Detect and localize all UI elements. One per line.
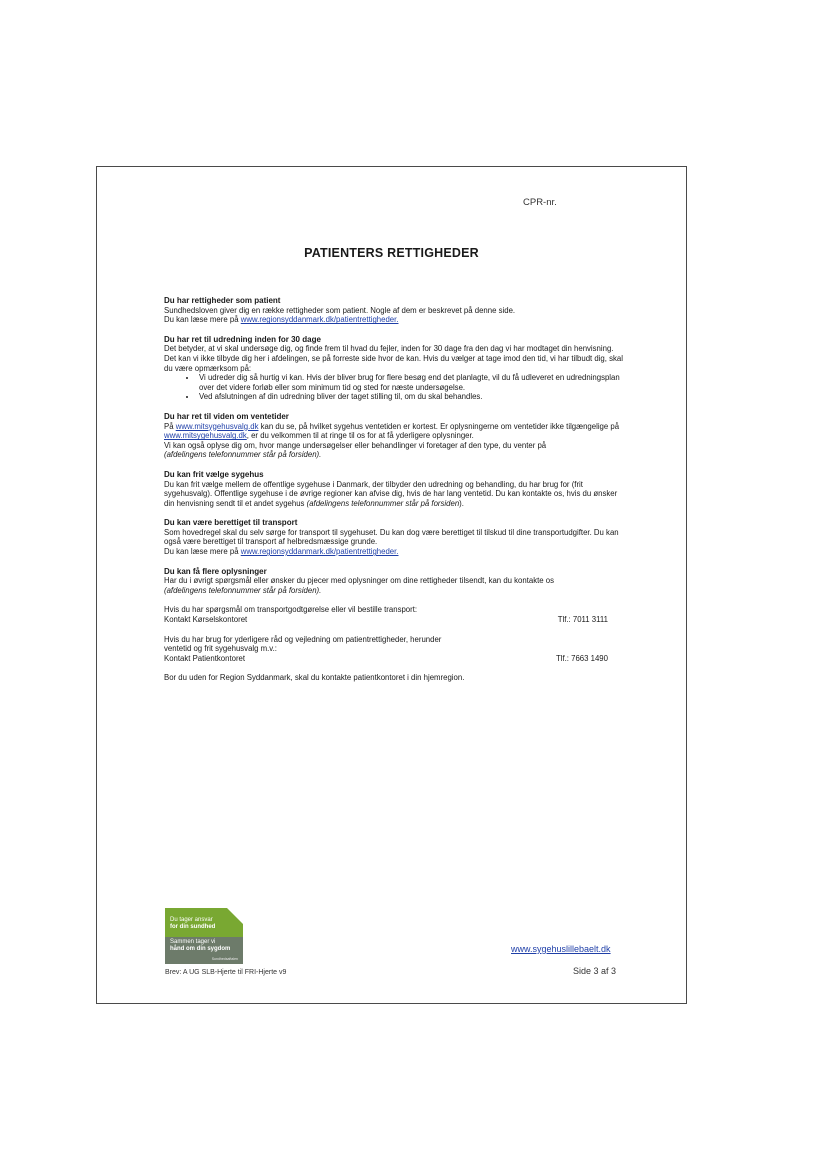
section-text: Har du i øvrigt spørgsmål eller ønsker du pjecer med oplysninger om dine rettigheder tilsendt, kan du kontakte os	[164, 576, 555, 586]
contact-phone: Tlf.: 7011 3111	[557, 615, 608, 625]
contact-transport	[164, 605, 624, 624]
hospital-choice-link[interactable]: www.mitsygehusvalg.dk	[175, 421, 259, 431]
section-waiting-times	[164, 412, 624, 460]
section-text	[164, 586, 624, 596]
contact-row	[164, 654, 624, 664]
contact-patient-office	[164, 635, 624, 664]
hospital-choice-link[interactable]: www.mitsygehusvalg.dk	[164, 431, 247, 441]
section-text: Vi kan også oplyse dig om, hvor mange undersøgelser eller behandlinger vi foretager af den type, du venter på	[164, 440, 547, 450]
italic-note: (afdelingens telefonnummer står på forsiden).	[164, 450, 322, 460]
logo-line: for din sundhed	[170, 923, 216, 930]
section-text	[164, 480, 624, 509]
section-heading: Du har rettigheder som patient	[164, 296, 281, 305]
logo-small-text: Sundhedsaftalen	[211, 957, 238, 961]
section-text	[164, 547, 624, 557]
contact-description: Hvis du har spørgsmål om transportgodtgørelse eller vil bestille transport:	[164, 605, 418, 615]
text-span: , er du velkommen til at ringe til os for at få yderligere oplysninger.	[246, 431, 474, 441]
logo-corner	[227, 908, 243, 924]
website-link[interactable]: www.sygehuslillebaelt.dk	[511, 944, 611, 954]
rights-link[interactable]: www.regionsyddanmark.dk/patientrettigheder.	[240, 315, 399, 325]
section-text: Sundhedsloven giver dig en række rettigheder som patient. Nogle af dem er beskrevet på denne side.	[164, 305, 516, 315]
logo-line: Du tager ansvar	[170, 917, 213, 923]
section-hospital-choice	[164, 470, 624, 508]
contact-outside-region: Bor du uden for Region Syddanmark, skal du kontakte patientkontoret i din hjemregion.	[164, 673, 465, 683]
rights-link[interactable]: www.regionsyddanmark.dk/patientrettigheder.	[240, 547, 399, 557]
text-span: Du kan læse mere på	[164, 547, 241, 557]
section-text	[164, 315, 624, 325]
section-heading: Du kan frit vælge sygehus	[164, 469, 264, 479]
document-page	[96, 166, 687, 1004]
page-title: PATIENTERS RETTIGHEDER	[304, 246, 479, 260]
section-text: Som hovedregel skal du selv sørge for transport til sygehuset. Du kan dog være berettiget til tilskud til dine transportudgifter. Du kan også være berettiget til transport af helbredsmæssige grunde.	[164, 527, 619, 547]
contact-row	[164, 615, 624, 625]
section-text: Det betyder, at vi skal undersøge dig, og finde frem til hvad du fejler, inden for 30 dage fra den dag vi har modtaget din henvisning. Det kan vi ikke tilbyde dig her i afdelingen, se på forreste side hvor de kan. Hvis du vælger at tage imod den tid, vi har tilbudt dig, skal du være opmærksom på:	[164, 344, 623, 373]
logo-line: hånd om din sygdom	[170, 945, 231, 952]
logo-line: Sammen tager vi	[170, 939, 216, 945]
italic-note: (afdelingens telefonnummer står på forsiden).	[164, 585, 322, 595]
text-span: Du kan frit vælge mellem de offentlige sygehuse i Danmark, der tilbyder den udredning og behandling, du har brug for (frit sygehusvalg). Offentlige sygehuse i de øvrige regioner kan afvise dig, hvis de har lang ventetid. Du kan kontakte os, hvis du ønsker din henvisning sendt til et andet sygehus	[164, 479, 618, 508]
italic-note: (afdelingens telefonnummer står på forsiden	[306, 498, 460, 508]
contact-name: Kontakt Kørselskontoret	[164, 615, 248, 625]
contact-description: Hvis du har brug for yderligere råd og vejledning om patientrettigheder, herunder	[164, 634, 442, 644]
section-heading: Du har ret til viden om ventetider	[164, 411, 289, 421]
text-span: ).	[459, 498, 464, 508]
contact-name: Kontakt Patientkontoret	[164, 653, 246, 663]
section-heading: Du kan få flere oplysninger	[164, 566, 267, 576]
text-span: kan du se, på hvilket sygehus ventetiden er kortest. Er oplysningerne om ventetider ikke tilgængelige på	[258, 421, 620, 431]
section-text	[164, 422, 624, 441]
contact-description: ventetid og frit sygehusvalg m.v.:	[164, 644, 277, 654]
contact-phone: Tlf.: 7663 1490	[555, 653, 608, 663]
document-body	[164, 296, 624, 693]
text-span: På	[164, 421, 176, 431]
bullet-list	[164, 373, 624, 402]
section-transport	[164, 518, 624, 556]
section-assessment	[164, 335, 624, 402]
section-heading: Du kan være berettiget til transport	[164, 518, 298, 528]
logo-text-top	[170, 917, 215, 930]
letter-reference: Brev: A UG SLB-Hjerte til FRI-Hjerte v9	[165, 969, 287, 976]
section-rights	[164, 296, 624, 325]
section-heading: Du har ret til udredning inden for 30 dage	[164, 334, 321, 344]
page-number: Side 3 af 3	[573, 966, 617, 976]
section-text	[164, 450, 624, 460]
list-item: • Vi udreder dig så hurtig vi kan. Hvis der bliver brug for flere besøg end det planlagte, vil du få udleveret en udredningsplan over det videre forløb eller som minimum tid og sted for næste undersøgelse.	[197, 373, 624, 392]
health-agreement-logo	[165, 908, 243, 964]
section-more-info	[164, 567, 624, 683]
list-item: • Ved afslutningen af din udredning bliver der taget stilling til, om du skal behandles.	[197, 392, 624, 402]
cpr-label: CPR-nr.	[523, 197, 557, 208]
logo-text-bottom	[170, 939, 230, 952]
text-span: Du kan læse mere på	[164, 315, 241, 325]
